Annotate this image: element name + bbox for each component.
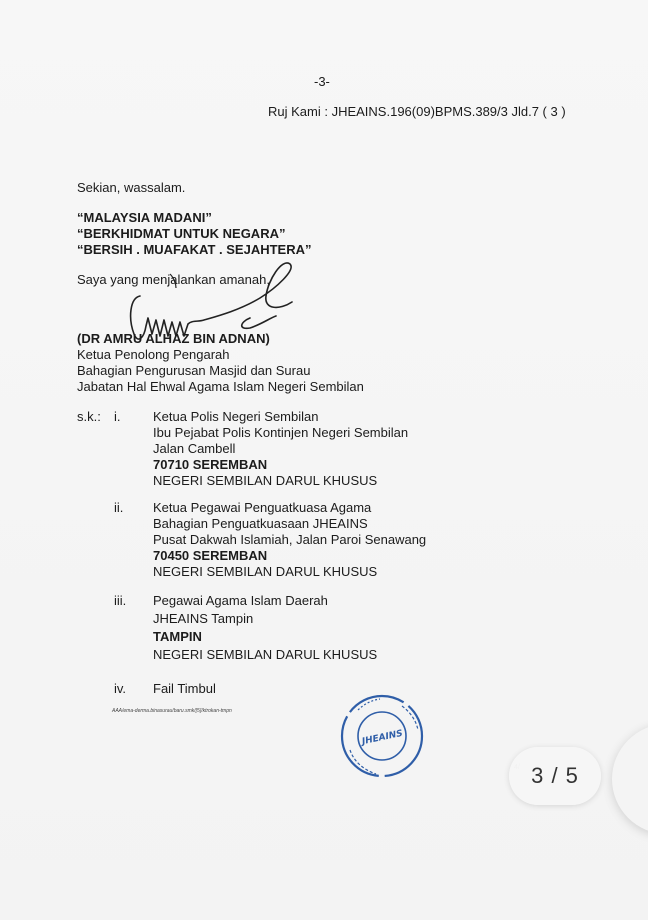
recipient-line: Ketua Polis Negeri Sembilan [153,409,319,424]
page-marker: -3- [314,74,330,89]
recipient-state: NEGERI SEMBILAN DARUL KHUSUS [153,647,378,662]
file-path-footnote: AAA/ema-derma.binasurau/baru.smk/[5]/ktrokan-tmpn [112,708,232,714]
recipient-numeral: iv. [114,681,127,696]
reference-number: Ruj Kami : JHEAINS.196(09)BPMS.389/3 Jld.7 ( 3 ) [268,104,566,119]
recipient-line: Bahagian Penguatkuasaan JHEAINS [153,516,368,531]
recipient-block [153,409,408,489]
signer-title: Ketua Penolong Pengarah [77,347,230,362]
recipient-city: TAMPIN [153,629,202,644]
recipient-block [153,681,216,697]
recipient-numeral: i. [114,409,121,424]
slogan-1: “MALAYSIA MADANI” [77,210,212,225]
recipient-line: Ibu Pejabat Polis Kontinjen Negeri Sembilan [153,425,409,440]
recipient-city: 70450 SEREMBAN [153,548,268,563]
slogans [77,210,312,258]
recipient-block [153,593,377,663]
signer-division: Bahagian Pengurusan Masjid dan Surau [77,363,311,378]
recipient-numeral: iii. [114,593,127,608]
recipient-block [153,500,426,580]
recipient-line: Fail Timbul [153,681,216,696]
recipient-line: Pegawai Agama Islam Daerah [153,593,328,608]
recipient-state: NEGERI SEMBILAN DARUL KHUSUS [153,473,378,488]
recipient-city: 70710 SEREMBAN [153,457,268,472]
page-indicator[interactable] [509,747,601,805]
stamp-text: JHEAINS [361,728,404,748]
signer-name: (DR AMRU ALHAZ BIN ADNAN) [77,331,270,346]
slogan-3: “BERSIH . MUAFAKAT . SEJAHTERA” [77,242,312,257]
signer-department: Jabatan Hal Ehwal Agama Islam Negeri Sembilan [77,379,364,394]
signing-phrase: Saya yang menjalankan amanah, [77,272,270,287]
recipient-line: Pusat Dakwah Islamiah, Jalan Paroi Senawang [153,532,427,547]
signer-block [77,331,364,395]
recipient-line: Ketua Pegawai Penguatkuasa Agama [153,500,372,515]
copies-label: s.k.: [77,409,101,424]
recipient-line: JHEAINS Tampin [153,611,254,626]
slogan-2: “BERKHIDMAT UNTUK NEGARA” [77,226,286,241]
page-indicator-text: 3 / 5 [531,763,579,788]
recipient-numeral: ii. [114,500,124,515]
recipient-state: NEGERI SEMBILAN DARUL KHUSUS [153,564,378,579]
official-stamp [336,690,428,782]
recipient-line: Jalan Cambell [153,441,236,456]
closing-greeting: Sekian, wassalam. [77,180,186,195]
